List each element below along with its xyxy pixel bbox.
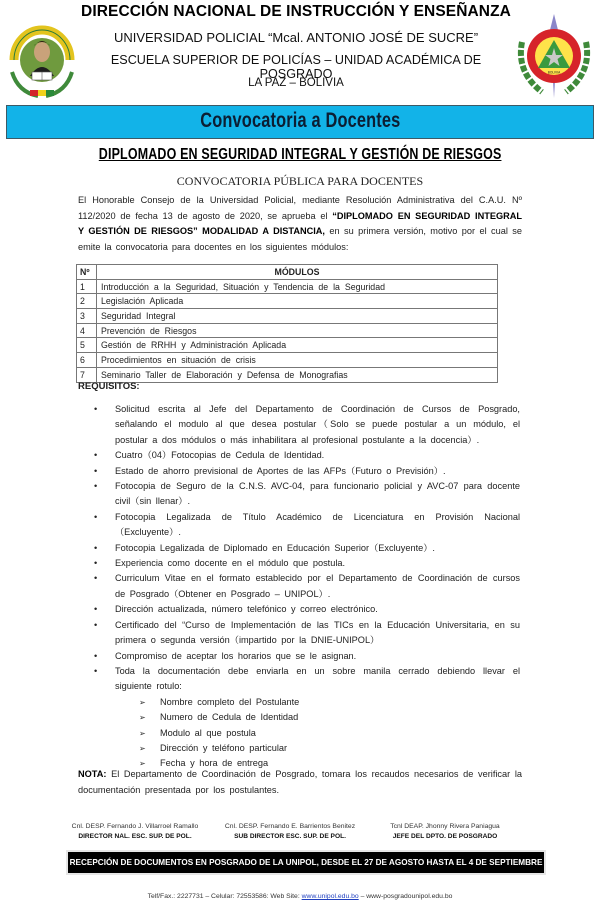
requirement-text: Fotocopia Legalizada de Título Académico de Licenciatura en Provisión Nacional（Excluyente）. — [115, 511, 520, 538]
module-number: 2 — [77, 294, 97, 309]
envelope-label-list — [137, 695, 520, 772]
module-name: Seguridad Integral — [97, 309, 498, 324]
signature-director — [60, 822, 210, 842]
requirement-text: Toda la documentación debe enviarla en un sobre manila cerrado debiendo llevar el siguiente rotulo: — [115, 665, 520, 692]
bullet-icon: • — [94, 604, 98, 615]
signatory-role: JEFE DEL DPTO. DE POSGRADO — [392, 833, 498, 840]
arrow-bullet-icon: ➢ — [139, 759, 146, 769]
table-row — [77, 353, 498, 368]
requirements-list — [92, 402, 520, 772]
table-row — [77, 338, 498, 353]
module-number: 1 — [77, 279, 97, 294]
institution-line-1: DIRECCIÓN NACIONAL DE INSTRUCCIÓN Y ENSEÑANZA — [81, 3, 511, 20]
arrow-bullet-icon: ➢ — [139, 697, 146, 707]
signatory-name: Tcnl DEAP. Jhonny Rivera Paniagua — [390, 823, 500, 830]
requirement-text: Dirección actualizada, número telefónico y correo electrónico. — [115, 604, 378, 615]
requirement-item — [92, 464, 520, 479]
requirement-text: Cuatro（04）Fotocopias de Cedula de Identidad. — [115, 450, 325, 461]
requirements-heading: REQUISITOS: — [78, 381, 140, 392]
signatory-name: Cnl. DESP. Fernando E. Barrientos Benitez — [224, 823, 356, 830]
police-school-crest-icon — [512, 12, 596, 102]
requirement-item — [92, 510, 520, 541]
intro-text-1: El Honorable Consejo de la Universidad Policial, mediante Resolución Administrativa del C.A.U. Nº 112/2020 de fecha 13 de agosto de 2020, se aprueba el — [78, 195, 522, 221]
institution-line-3: ESCUELA SUPERIOR DE POLICÍAS – UNIDAD ACADÉMICA DE POSGRADO — [110, 53, 482, 81]
table-row — [77, 279, 498, 294]
university-crest-icon — [8, 16, 76, 100]
column-header-number: Nº — [77, 265, 97, 280]
module-number: 3 — [77, 309, 97, 324]
requirement-item — [92, 479, 520, 510]
label-item-text: Fecha y hora de entrega — [160, 758, 269, 769]
label-item-text: Numero de Cedula de Identidad — [160, 712, 299, 723]
requirement-item — [92, 618, 520, 649]
table-row — [77, 323, 498, 338]
label-item-text: Nombre completo del Postulante — [160, 696, 300, 707]
bullet-icon: • — [94, 650, 98, 661]
label-item — [137, 710, 520, 725]
requirement-text: Solicitud escrita al Jefe del Departamento de Coordinación de Cursos de Posgrado, señalando el modulo al que desea postular（Solo se puede postular a un módulo, el postular a dos módulos o más inhabilitara al profesional postulante a la docencia）. — [115, 404, 520, 445]
signatory-role: SUB DIRECTOR ESC. SUP. DE POL. — [234, 833, 346, 840]
intro-paragraph — [78, 193, 522, 255]
requirement-item — [92, 664, 520, 772]
label-item-text: Modulo al que postula — [160, 727, 256, 738]
program-title-text: DIPLOMADO EN SEGURIDAD INTEGRAL Y GESTIÓN DE RIESGOS — [98, 146, 502, 163]
module-name: Seminario Taller de Elaboración y Defensa de Monografias — [97, 367, 498, 382]
requirement-text: Certificado del “Curso de Implementación de las TICs en la Educación Universitaria, en su primera o segunda versión（impartido por la DNIE-UNIPOL） — [115, 619, 520, 646]
module-number: 4 — [77, 323, 97, 338]
signature-subdirector — [215, 822, 365, 842]
arrow-bullet-icon: ➢ — [139, 728, 146, 738]
module-number: 6 — [77, 353, 97, 368]
title-banner — [6, 105, 594, 139]
institution-location: LA PAZ – BOLIVIA — [248, 77, 344, 89]
module-number: 5 — [77, 338, 97, 353]
requirement-item — [92, 448, 520, 463]
requirement-text: Fotocopia Legalizada de Diplomado en Educación Superior（Excluyente）. — [115, 542, 435, 553]
requirement-text: Curriculum Vitae en el formato establecido por el Departamento de Coordinación de cursos de Posgrado（Obtener en Posgrado – UNIPOL）. — [115, 573, 520, 599]
bullet-icon: • — [94, 665, 98, 676]
label-item — [137, 726, 520, 741]
bullet-icon: • — [94, 404, 98, 414]
call-label: CONVOCATORIA PÚBLICA PARA DOCENTES — [176, 174, 424, 188]
column-header-modules: MÓDULOS — [97, 265, 498, 280]
intro-text-bold: “DIPLOMADO EN SEGURIDAD INTEGRAL Y GESTIÓN DE RIESGOS” MODALIDAD A DISTANCIA, — [78, 210, 523, 236]
bullet-icon: • — [94, 450, 98, 461]
requirement-item — [92, 556, 520, 571]
reception-notice: RECEPCIÓN DE DOCUMENTOS EN POSGRADO DE LA UNIPOL, DESDE EL 27 DE AGOSTO HASTA EL 4 DE SEPTIEMBRE — [68, 852, 544, 873]
table-row — [77, 309, 498, 324]
bullet-icon: • — [94, 542, 98, 553]
module-name: Introducción a la Seguridad, Situación y Tendencia de la Seguridad — [97, 279, 498, 294]
requirement-text: Fotocopia de Seguro de la C.N.S. AVC-04, para funcionario policial y AVC-07 para docente civil（sin llenar）. — [115, 481, 520, 507]
arrow-bullet-icon: ➢ — [139, 743, 146, 753]
signatory-role: DIRECTOR NAL. ESC. SUP. DE POL. — [78, 833, 192, 840]
module-name: Legislación Aplicada — [97, 294, 498, 309]
label-item — [137, 741, 520, 756]
requirement-item — [92, 402, 520, 448]
label-item-text: Dirección y teléfono particular — [160, 742, 288, 753]
module-name: Gestión de RRHH y Administración Aplicada — [97, 338, 498, 353]
module-name: Prevención de Riesgos — [97, 323, 498, 338]
requirement-text: Compromiso de aceptar los horarios que se le asignan. — [115, 650, 357, 661]
bullet-icon: • — [94, 465, 98, 476]
module-number: 7 — [77, 367, 97, 382]
module-name: Procedimientos en situación de crisis — [97, 353, 498, 368]
label-item — [137, 695, 520, 710]
requirement-text: Experiencia como docente en el módulo que postula. — [115, 558, 346, 569]
banner-title: Convocatoria a Docentes — [199, 109, 401, 132]
bullet-icon: • — [94, 511, 98, 522]
bullet-icon: • — [94, 481, 98, 492]
table-row — [77, 367, 498, 382]
arrow-bullet-icon: ➢ — [139, 713, 146, 723]
signatory-name: Cnl. DESP. Fernando J. Villarroel Ramallo — [71, 823, 199, 830]
contact-alt-site: – www-posgradounipol.edu.bo — [358, 893, 453, 900]
bullet-icon: • — [94, 558, 98, 569]
table-header-row — [77, 265, 498, 280]
modules-table — [76, 264, 498, 383]
intro-text-2: en su primera versión, motivo por el cual se emite la convocatoria para docentes en los siguientes módulos: — [78, 226, 522, 252]
signature-block — [60, 822, 520, 842]
institution-line-2: UNIVERSIDAD POLICIAL “Mcal. ANTONIO JOSÉ DE SUCRE” — [113, 30, 479, 45]
contact-phone-text: Telf/Fax.: 2227731 – Celular: 72553586: Web Site: — [147, 893, 302, 900]
requirement-text: Estado de ahorro previsional de Aportes de las AFPs（Futuro o Previsión）. — [115, 465, 446, 476]
program-title — [0, 146, 600, 164]
table-row — [77, 294, 498, 309]
contact-footer — [0, 893, 600, 900]
requirement-item — [92, 602, 520, 617]
requirement-item — [92, 571, 520, 602]
website-link[interactable]: www.unipol.edu.bo — [301, 893, 359, 900]
bullet-icon: • — [94, 573, 98, 584]
signature-department-head — [370, 822, 520, 842]
note-text: El Departamento de Coordinación de Posgrado, tomara los recaudos necesarios de verificar la documentación presentada por los postulantes. — [78, 769, 522, 795]
crest-label: BOLIVIA — [547, 70, 561, 75]
note-paragraph — [78, 767, 522, 798]
letterhead — [0, 0, 600, 108]
requirement-item — [92, 649, 520, 664]
bullet-icon: • — [94, 619, 98, 630]
requirement-item — [92, 541, 520, 556]
note-label: NOTA: — [78, 769, 107, 779]
